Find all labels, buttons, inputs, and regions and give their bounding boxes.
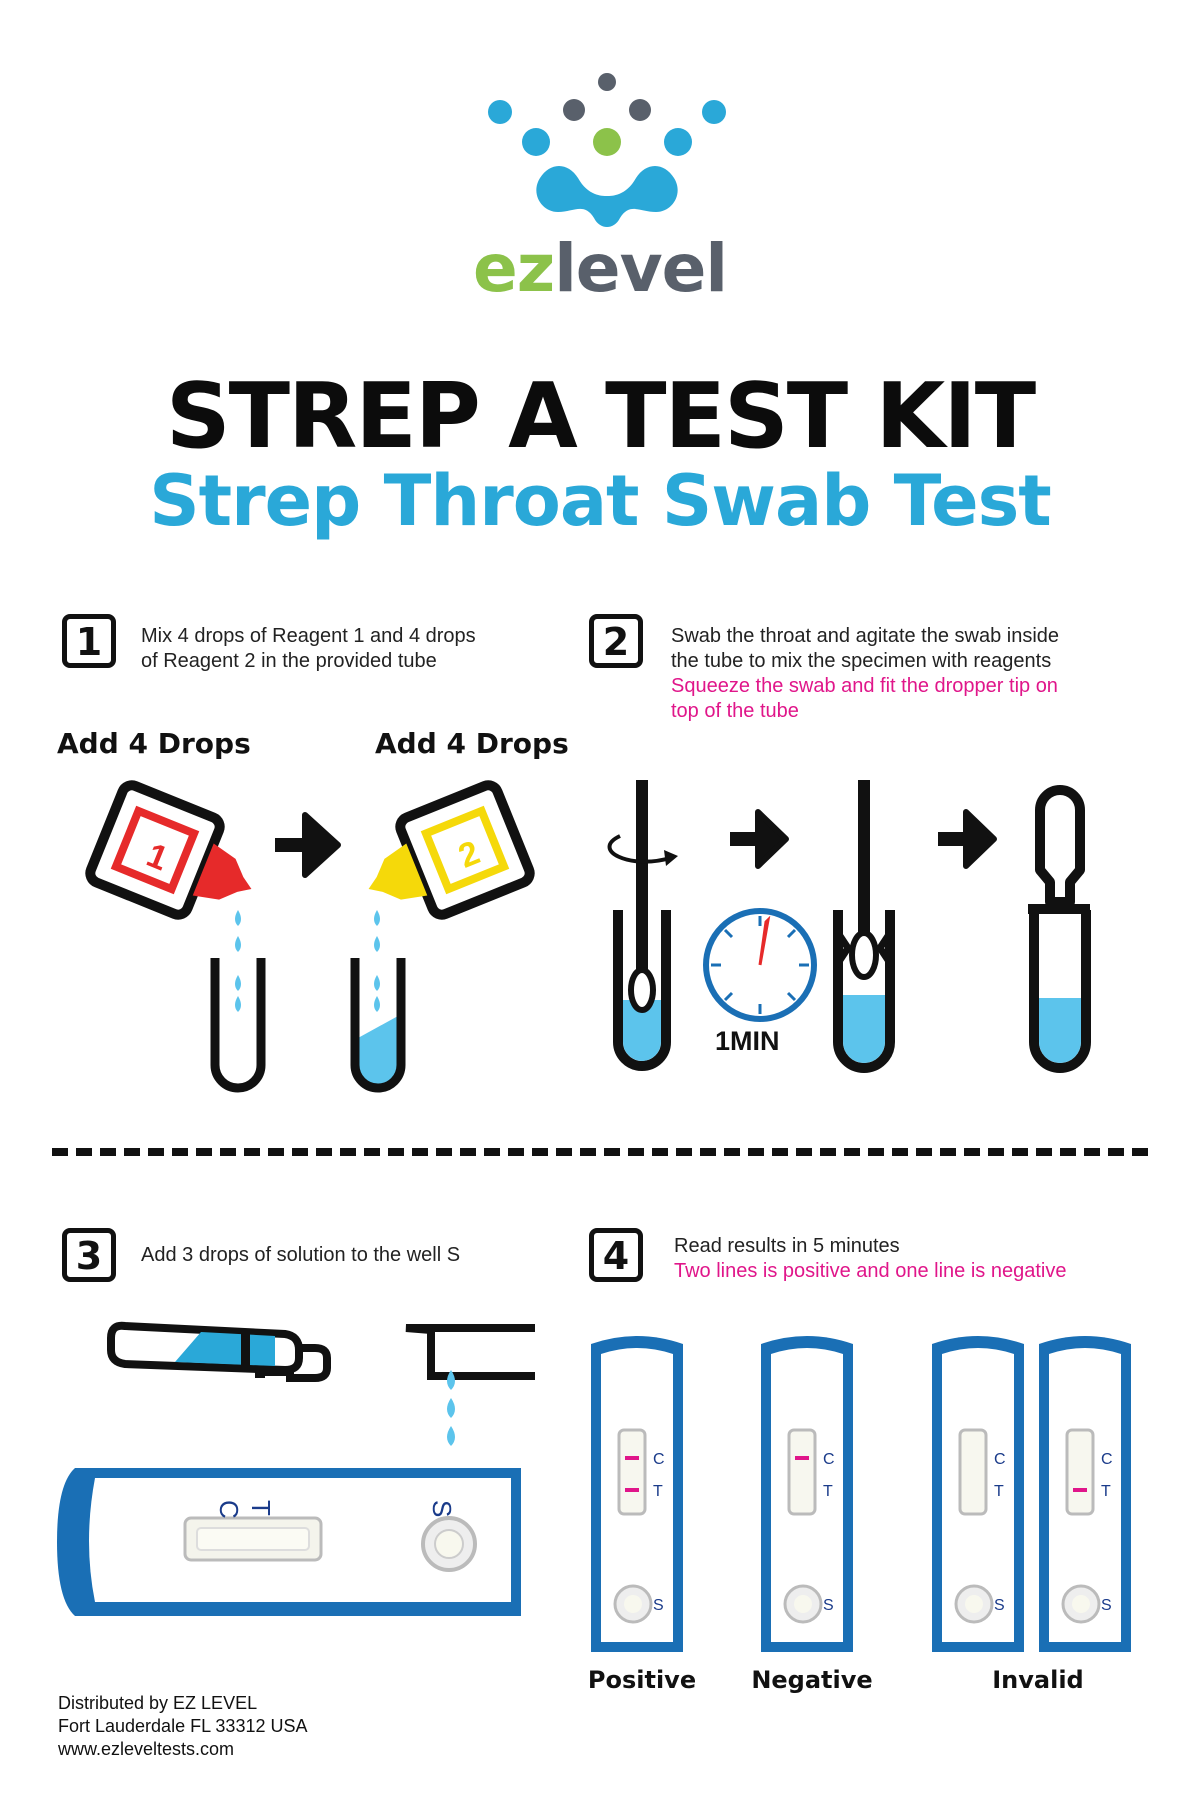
cassette-c-label: C — [214, 1500, 244, 1519]
distributor-address: Fort Lauderdale FL 33312 USA — [58, 1716, 308, 1736]
invalid1-t-label: T — [994, 1483, 1004, 1500]
invalid1-s-label: S — [994, 1597, 1005, 1614]
invalid2-s-label: S — [1101, 1597, 1112, 1614]
positive-s-label: S — [653, 1597, 664, 1614]
result-label-invalid: Invalid — [992, 1666, 1084, 1694]
step-2-number: 2 — [589, 614, 643, 668]
positive-t-label: T — [653, 1483, 663, 1500]
step-2-illustration — [600, 770, 1140, 1090]
negative-s-label: S — [823, 1597, 834, 1614]
distributor-website: www.ezleveltests.com — [58, 1739, 235, 1759]
step-4-highlight-1: Two lines is positive and one line is negative — [674, 1260, 1067, 1282]
result-cassette-negative — [761, 1336, 853, 1652]
bottle-1-number: 1 — [141, 836, 174, 879]
add-drops-label-2: Add 4 Drops — [375, 727, 569, 760]
step-2-line-2: the tube to mix the specimen with reagents — [671, 650, 1052, 672]
arrow-right-icon — [938, 812, 994, 866]
step-2-highlight-2: top of the tube — [671, 700, 799, 722]
timer-icon — [706, 911, 814, 1019]
step-2-highlight-1: Squeeze the swab and fit the dropper tip on — [671, 675, 1058, 697]
step-3-illustration — [55, 1320, 535, 1620]
step-1-line-1: Mix 4 drops of Reagent 1 and 4 drops — [141, 625, 476, 647]
step-4-illustration — [585, 1320, 1145, 1660]
result-cassette-invalid-1 — [932, 1336, 1024, 1652]
negative-t-label: T — [823, 1483, 833, 1500]
brand-name: ezlevel — [473, 230, 727, 307]
step-2-instructions — [671, 624, 1059, 724]
result-label-positive: Positive — [587, 1666, 697, 1694]
step-4-line-1: Read results in 5 minutes — [674, 1235, 900, 1257]
positive-c-label: C — [653, 1451, 665, 1468]
bottle-2-number: 2 — [453, 833, 486, 876]
invalid1-c-label: C — [994, 1451, 1006, 1468]
step-3-line-1: Add 3 drops of solution to the well S — [141, 1244, 461, 1266]
step-4-instructions — [674, 1234, 1066, 1284]
arrow-right-icon — [275, 815, 338, 875]
timer-label: 1MIN — [715, 1026, 780, 1056]
step-4-number: 4 — [589, 1228, 643, 1282]
section-divider — [52, 1148, 1148, 1156]
step-1-instructions — [141, 624, 476, 674]
invalid2-t-label: T — [1101, 1483, 1111, 1500]
step-2-line-1: Swab the throat and agitate the swab inside — [671, 625, 1060, 647]
page-title: STREP A TEST KIT — [165, 364, 1035, 469]
distributor-name: Distributed by EZ LEVEL — [58, 1693, 258, 1713]
result-cassette-positive — [591, 1336, 683, 1652]
step-1-illustration — [80, 780, 540, 1100]
invalid2-c-label: C — [1101, 1451, 1113, 1468]
step-3-number: 3 — [62, 1228, 116, 1282]
step-1-number: 1 — [62, 614, 116, 668]
step-1-line-2: of Reagent 2 in the provided tube — [141, 650, 437, 672]
ezlevel-logo-mark — [480, 70, 730, 240]
cassette-t-label: T — [246, 1500, 276, 1516]
result-cassette-invalid-2 — [1039, 1336, 1131, 1652]
result-label-negative: Negative — [751, 1666, 873, 1694]
step-3-instructions — [141, 1243, 460, 1268]
cassette-s-label: S — [427, 1500, 457, 1518]
add-drops-label-1: Add 4 Drops — [57, 727, 251, 760]
arrow-right-icon — [730, 812, 786, 866]
negative-c-label: C — [823, 1451, 835, 1468]
distributor-info — [58, 1692, 308, 1761]
page-subtitle: Strep Throat Swab Test — [149, 460, 1051, 542]
